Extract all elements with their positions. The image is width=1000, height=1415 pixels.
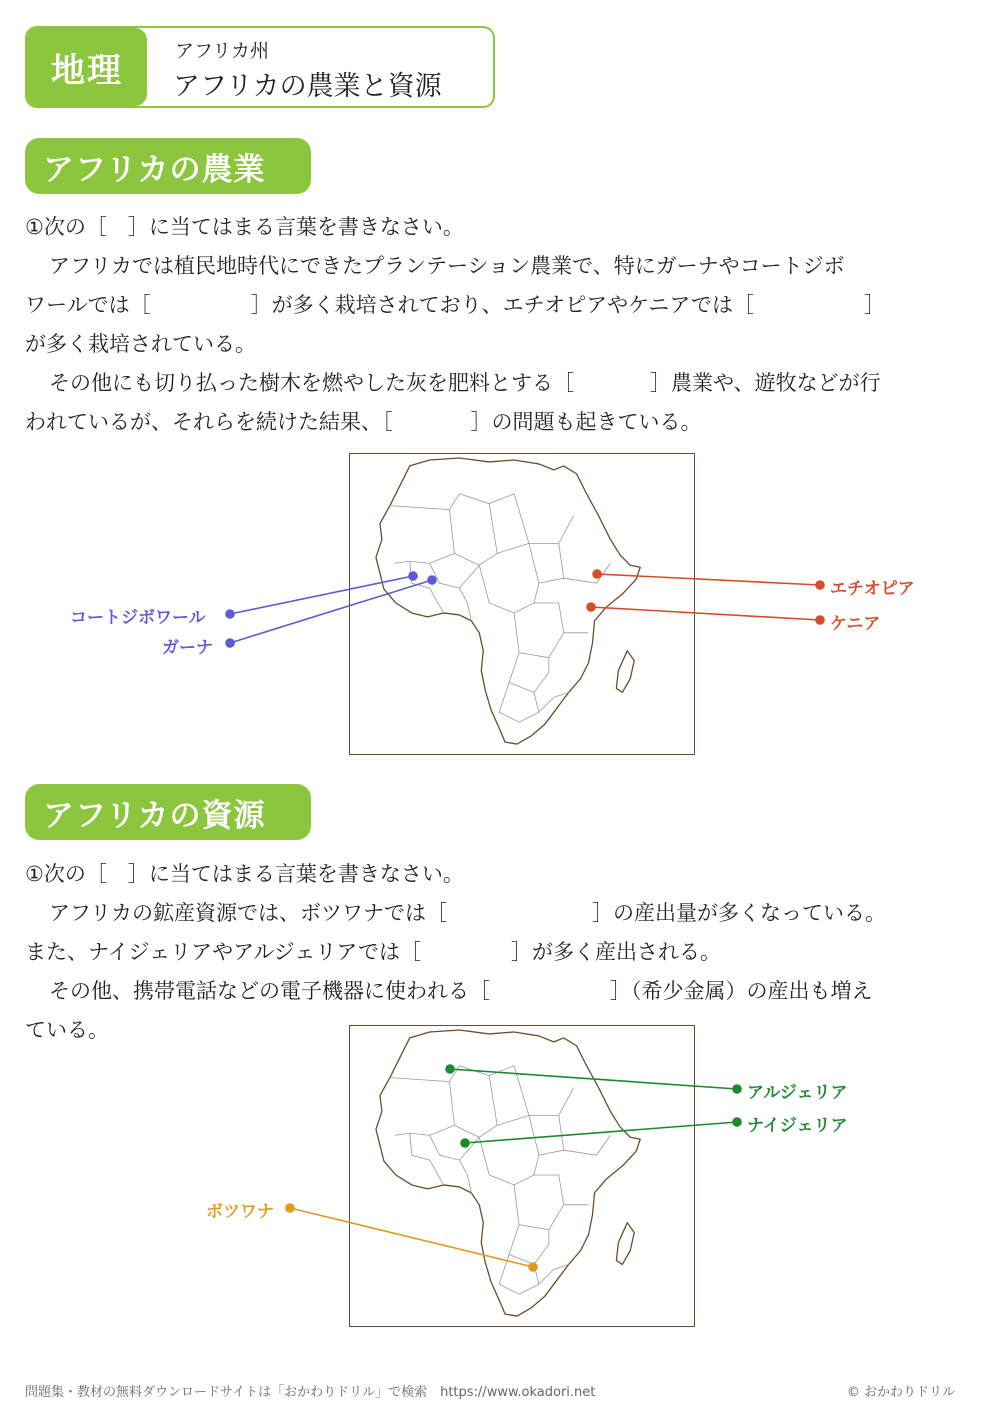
- worksheet-title: アフリカの農業と資源: [173, 71, 442, 102]
- label-botswana: ボツワナ: [206, 1202, 274, 1222]
- text-line: [25, 364, 960, 403]
- question-instruction: ①次の［ ］に当てはまる言葉を書きなさい。: [25, 215, 464, 239]
- text-line: [25, 286, 960, 325]
- text-fragment: ］の産出量が多くなっている。: [591, 901, 886, 925]
- text-fragment: ］の問題も起きている。: [470, 410, 702, 434]
- text-fragment: ］農業や、遊牧などが行: [650, 371, 881, 395]
- text-fragment: われているが、それらを続けた結果、［: [25, 410, 393, 434]
- label-algeria: アルジェリア: [747, 1083, 848, 1103]
- section-heading-resources: アフリカの資源: [25, 784, 311, 840]
- worksheet-header: [25, 26, 495, 108]
- africa-map-resources: [349, 1025, 695, 1327]
- label-nigeria: ナイジェリア: [747, 1116, 848, 1136]
- text-fragment: ］: [863, 293, 885, 317]
- text-line: ている。: [25, 1018, 109, 1042]
- text-fragment: また、ナイジェリアやアルジェリアでは［: [25, 940, 421, 964]
- text-line: [25, 894, 960, 933]
- unit-label: アフリカ州: [175, 40, 270, 62]
- label-cote-divoire: コートジボワール: [70, 608, 206, 628]
- text-line: [25, 403, 960, 442]
- footer-site-info: 問題集・教材の無料ダウンロードサイトは「おかわりドリル」で検索 https://www.okadori.net: [25, 1385, 596, 1400]
- africa-outline-map: [350, 454, 694, 754]
- africa-outline-map: [350, 1026, 694, 1326]
- section-heading-agriculture: アフリカの農業: [25, 138, 311, 194]
- text-fragment: ］（希少金属）の産出も増え: [610, 979, 873, 1003]
- text-line: が多く栽培されている。: [25, 332, 256, 356]
- text-fragment: ］が多く栽培されており、エチオピアやケニアでは［: [250, 293, 754, 317]
- africa-map-agriculture: [349, 453, 695, 755]
- text-fragment: その他、携帯電話などの電子機器に使われる［: [49, 979, 490, 1003]
- text-line: [25, 933, 960, 972]
- text-fragment: アフリカの鉱産資源では、ボツワナでは［: [49, 901, 447, 925]
- text-fragment: ワールでは［: [25, 293, 151, 317]
- text-fragment: ］が多く産出される。: [510, 940, 721, 964]
- footer-copyright: © おかわりドリル: [846, 1385, 955, 1400]
- resources-question: [25, 855, 960, 1050]
- question-instruction: ①次の［ ］に当てはまる言葉を書きなさい。: [25, 862, 464, 886]
- text-line: [25, 972, 960, 1011]
- label-ghana: ガーナ: [162, 638, 213, 658]
- text-line: アフリカでは植民地時代にできたプランテーション農業で、特にガーナやコートジボ: [49, 254, 845, 278]
- label-ethiopia: エチオピア: [830, 579, 915, 599]
- subject-label: 地理: [27, 28, 147, 106]
- agriculture-question: [25, 208, 960, 442]
- label-kenya: ケニア: [830, 614, 881, 634]
- text-fragment: その他にも切り払った樹木を燃やした灰を肥料とする［: [49, 371, 574, 395]
